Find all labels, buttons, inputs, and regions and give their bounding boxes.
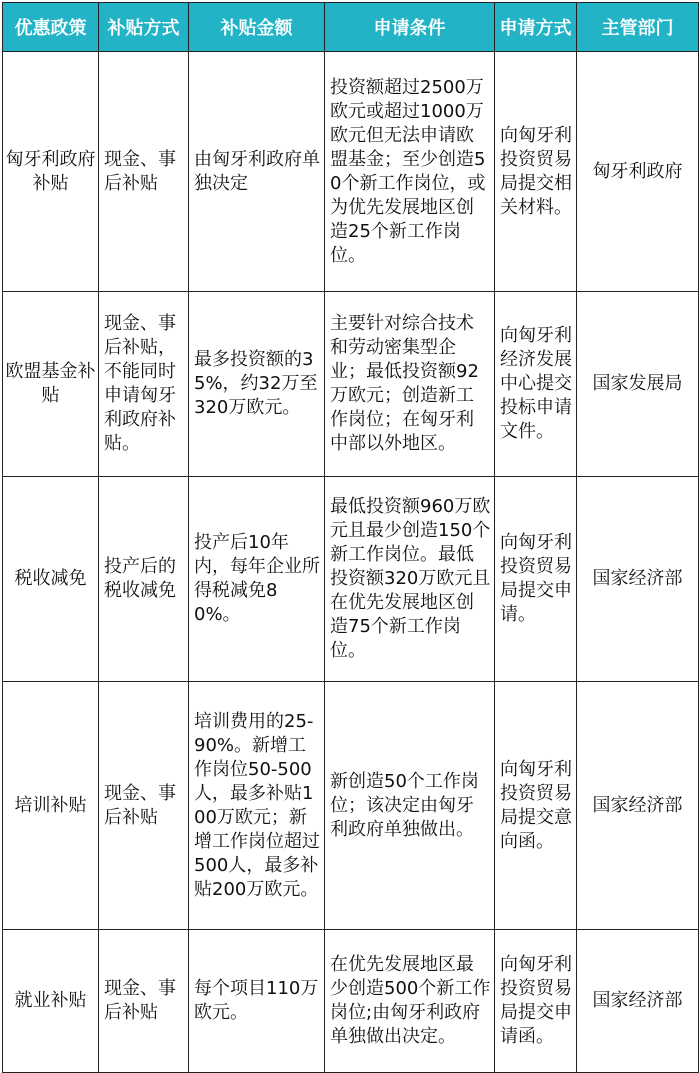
- policy-table: [2, 2, 699, 1073]
- cell-subsidy-amount: 最多投资额的35%，约32万至320万欧元。: [189, 292, 325, 477]
- cell-application-method: 向匈牙利投资贸易局提交意向函。: [495, 682, 577, 930]
- cell-department: 匈牙利政府: [577, 52, 699, 292]
- cell-application-method: 向匈牙利投资贸易局提交申请函。: [495, 930, 577, 1073]
- table-row: [3, 477, 699, 682]
- table-row: [3, 930, 699, 1073]
- header-policy: 优惠政策: [3, 3, 99, 52]
- table-row: [3, 292, 699, 477]
- table-row: [3, 682, 699, 930]
- cell-department: 国家经济部: [577, 682, 699, 930]
- cell-conditions: 在优先发展地区最少创造500个新工作岗位;由匈牙利政府单独做出决定。: [325, 930, 495, 1073]
- cell-policy: 就业补贴: [3, 930, 99, 1073]
- cell-policy: 税收减免: [3, 477, 99, 682]
- cell-subsidy-method: 投产后的税收减免: [99, 477, 189, 682]
- cell-conditions: 新创造50个工作岗位；该决定由匈牙利政府单独做出。: [325, 682, 495, 930]
- cell-subsidy-method: 现金、事后补贴: [99, 682, 189, 930]
- cell-conditions: 最低投资额960万欧元且最少创造150个新工作岗位。最低投资额320万欧元且在优先发展地区创造75个新工作岗位。: [325, 477, 495, 682]
- cell-application-method: 向匈牙利经济发展中心提交投标申请文件。: [495, 292, 577, 477]
- header-department: 主管部门: [577, 3, 699, 52]
- cell-conditions: 投资额超过2500万欧元或超过1000万欧元但无法申请欧盟基金；至少创造50个新工作岗位，或为优先发展地区创造25个新工作岗位。: [325, 52, 495, 292]
- header-application-method: 申请方式: [495, 3, 577, 52]
- cell-subsidy-method: 现金、事后补贴: [99, 930, 189, 1073]
- cell-policy: 培训补贴: [3, 682, 99, 930]
- cell-conditions: 主要针对综合技术和劳动密集型企业；最低投资额92万欧元；创造新工作岗位；在匈牙利中部以外地区。: [325, 292, 495, 477]
- cell-subsidy-amount: 投产后10年内，每年企业所得税减免80%。: [189, 477, 325, 682]
- cell-subsidy-amount: 由匈牙利政府单独决定: [189, 52, 325, 292]
- cell-application-method: 向匈牙利投资贸易局提交相关材料。: [495, 52, 577, 292]
- table-row: [3, 52, 699, 292]
- header-subsidy-amount: 补贴金额: [189, 3, 325, 52]
- cell-department: 国家发展局: [577, 292, 699, 477]
- header-subsidy-method: 补贴方式: [99, 3, 189, 52]
- cell-application-method: 向匈牙利投资贸易局提交申请。: [495, 477, 577, 682]
- cell-department: 国家经济部: [577, 930, 699, 1073]
- cell-policy: 欧盟基金补贴: [3, 292, 99, 477]
- header-row: [3, 3, 699, 52]
- cell-department: 国家经济部: [577, 477, 699, 682]
- cell-subsidy-method: 现金、事后补贴，不能同时申请匈牙利政府补贴。: [99, 292, 189, 477]
- cell-subsidy-amount: 培训费用的25-90%。新增工作岗位50-500人，最多补贴100万欧元；新增工作岗位超过500人，最多补贴200万欧元。: [189, 682, 325, 930]
- cell-subsidy-method: 现金、事后补贴: [99, 52, 189, 292]
- header-conditions: 申请条件: [325, 3, 495, 52]
- cell-policy: 匈牙利政府补贴: [3, 52, 99, 292]
- cell-subsidy-amount: 每个项目110万欧元。: [189, 930, 325, 1073]
